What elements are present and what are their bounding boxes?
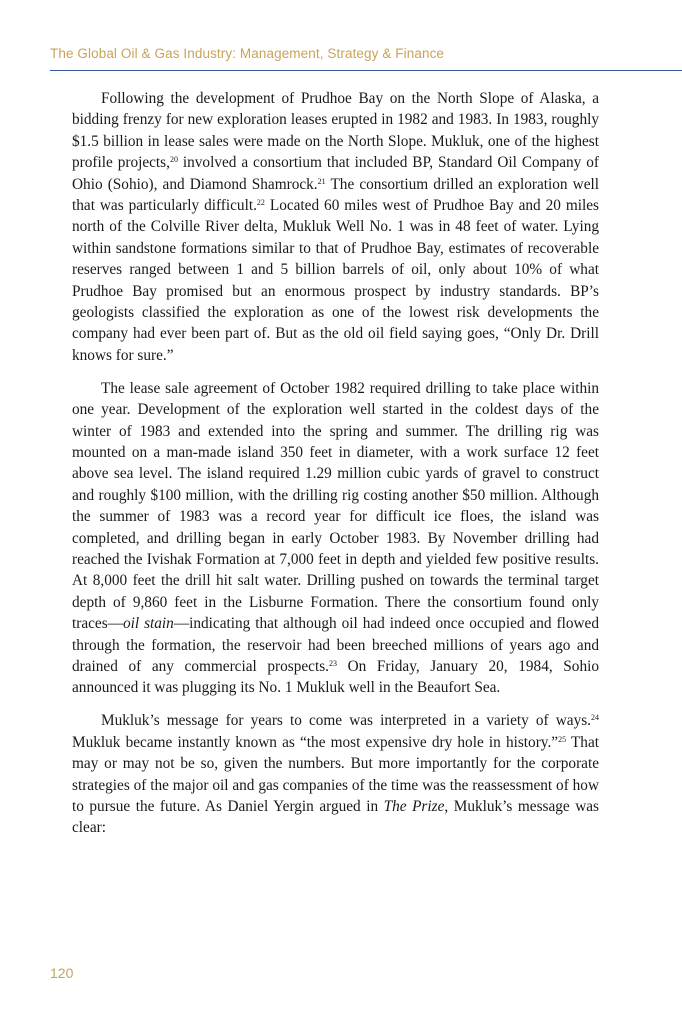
footnote-ref: 20 [169,155,178,165]
paragraph-1 [72,88,599,366]
footnote-ref: 24 [591,713,599,723]
text-run: —indicating that although oil had indeed once occupied and flowed through the formation, the reservoir had been breeched millions of years ago and drained of any commercial prospects. [72,615,599,676]
text-run: Mukluk’s message for years to come was interpreted in a variety of ways. [101,712,591,730]
text-run: On Friday, January 20, 1984, Sohio announced it was plugging its No. 1 Mukluk well in the Beaufort Sea. [72,658,599,697]
text-run: That may or may not be so, given the numbers. But more importantly for the corporate strategies of the major oil and gas companies of the time was the reassessment of how to pursue the future. As Daniel Yergin argued in [72,733,599,815]
footnote-ref: 25 [558,734,567,744]
text-run: The consortium drilled an exploration well that was particularly difficult. [72,175,599,215]
paragraph-2 [72,378,599,699]
header-rule [50,70,682,71]
italic-text: The Prize [383,798,445,815]
text-run: The lease sale agreement of October 1982 required drilling to take place within one year. Development of the exploration well started in the coldest days of the winter of 1983 and extended into the spring and summer. The drilling rig was mounted on a man-made island 350 feet in diameter, with a work surface 12 feet above sea level. The island required 1.29 million cubic yards of gravel to construct and roughly $100 million, with the drilling rig costing another $50 million. Although the summer of 1983 was a record year for difficult ice floes, the island was completed, and drilling began in early October 1983. By November drilling had reached the Ivishak Formation at 7,000 feet in depth and yielded few positive results. At 8,000 feet the drill hit salt water. Drilling pushed on towards the terminal target depth of 9,860 feet in the Lisburne Formation. There the consortium found only traces— [72,379,599,633]
footnote-ref: 22 [256,198,265,208]
footnote-ref: 21 [317,176,326,186]
text-run: , Mukluk’s message was clear: [72,798,600,837]
running-head: The Global Oil & Gas Industry: Management, Strategy & Finance [50,46,445,61]
text-run: involved a consortium that included BP, Standard Oil Company of Ohio (Sohio), and Diamond Shamrock. [72,154,599,193]
footnote-ref: 23 [328,659,337,669]
page-number: 120 [50,965,74,981]
text-run: Mukluk became instantly known as “the most expensive dry hole in history.” [72,733,559,751]
paragraph-3 [72,710,599,838]
text-run: Located 60 miles west of Prudhoe Bay and 20 miles north of the Colville River delta, Mukluk Well No. 1 was in 48 feet of water. Lying within sandstone formations similar to that of Prudhoe Bay, estimates of recoverable reserves ranged between 1 and 5 billion barrels of oil, only about 10% of what Prudhoe Bay promised but an enormous prospect by industry standards. BP’s geologists classified the exploration as one of the lowest risk developments the company had ever been part of. But as the old oil field saying goes, “Only Dr. Drill knows for sure.” [72,197,600,364]
italic-text: oil stain [122,615,174,633]
text-run: Following the development of Prudhoe Bay on the North Slope of Alaska, a bidding frenzy for new exploration leases erupted in 1982 and 1983. In 1983, roughly $1.5 billion in lease sales were made on the North Slope. Mukluk, one of the highest profile projects, [72,90,599,172]
body-text [72,88,599,850]
